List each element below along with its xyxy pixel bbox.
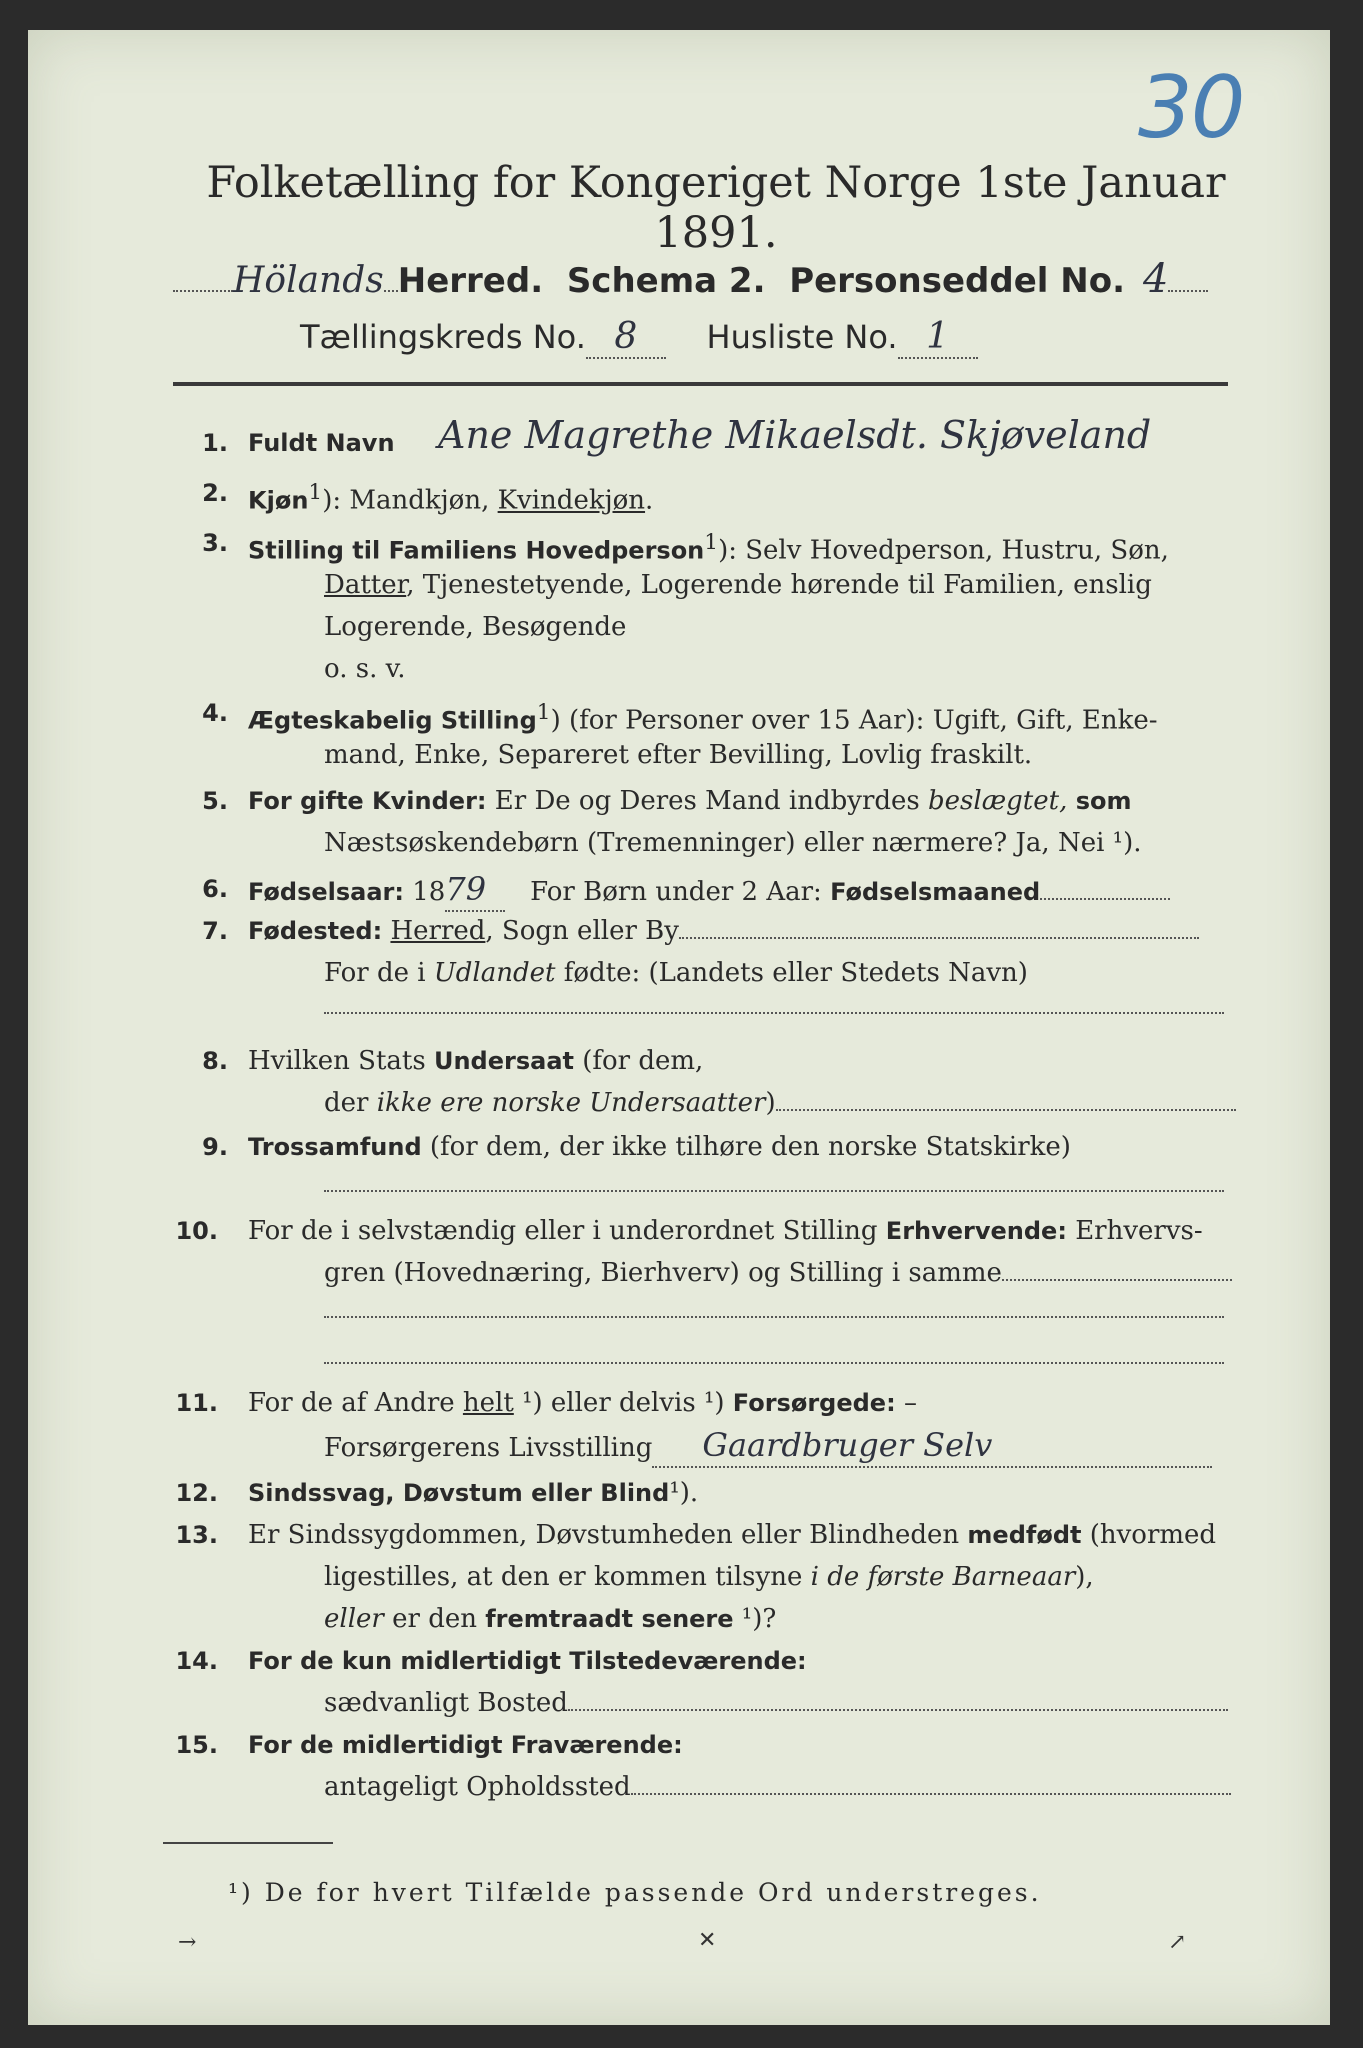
item-text: gren (Hovednæring, Bierhverv) og Stilling i samme	[324, 1258, 1002, 1288]
item-text: o. s. v.	[324, 654, 406, 684]
underlined-choice: helt	[462, 1388, 514, 1418]
item-text: beslægtet,	[928, 786, 1068, 816]
provider-occupation-value: Gaardbruger Selv	[652, 1424, 1212, 1468]
item-text: ): Mandkjøn,	[322, 485, 498, 516]
header-line-kreds	[300, 316, 978, 359]
underlined-choice: Datter	[324, 570, 407, 600]
item-number: 6.	[202, 875, 228, 903]
item-text: ): Selv Hovedperson, Hustru, Søn,	[718, 535, 1169, 566]
footnote: ¹) De for hvert Tilfælde passende Ord understreges.	[228, 1878, 1042, 1907]
personseddel-label: Personseddel No.	[789, 261, 1125, 301]
form-title: Folketælling for Kongeriget Norge 1ste Januar 1891.	[206, 158, 1226, 258]
underlined-choice: Kvindekjøn	[497, 485, 646, 516]
item-text: , Tjenestetyende, Logerende hørende til Familien, enslig	[406, 570, 1152, 600]
item-number: 8.	[202, 1047, 228, 1075]
item-text: fremtraadt senere	[485, 1605, 734, 1633]
item-number: 1.	[202, 429, 228, 457]
kreds-label: Tællingskreds No.	[300, 318, 586, 356]
item-label: Ægteskabelig Stilling	[248, 706, 537, 735]
item-text: Erhvervs-	[1066, 1216, 1203, 1246]
item-text: Forsørgede:	[732, 1389, 896, 1417]
item-text: Er De og Deres Mand indbyrdes	[494, 786, 929, 816]
item-text: ¹)?	[733, 1604, 777, 1634]
item-text: Undersaat	[433, 1047, 574, 1075]
item-text: ikke ere norske Undersaatter	[376, 1088, 766, 1118]
item-number: 12.	[175, 1479, 218, 1507]
item-text: ),	[1075, 1562, 1094, 1592]
husliste-number: 1	[898, 316, 978, 359]
item-label: Fuldt Navn	[248, 429, 395, 457]
item-number: 9.	[202, 1133, 228, 1161]
header-line-herred	[173, 256, 1208, 302]
item-text: For de i	[324, 958, 434, 988]
husliste-label: Husliste No.	[706, 318, 898, 356]
item-text: Logerende, Besøgende	[324, 612, 627, 642]
item-text: i de første Barneaar	[810, 1562, 1076, 1592]
item-label: Fødselsaar:	[248, 878, 404, 906]
item-text: som	[1067, 787, 1132, 815]
herred-handwritten: Hölands	[233, 260, 384, 301]
item-text: er den	[383, 1604, 486, 1634]
underlined-choice: Herred	[390, 916, 486, 946]
item-number: 4.	[202, 699, 228, 727]
item-text: For de af Andre	[248, 1388, 463, 1418]
item-text: )	[765, 1088, 776, 1118]
item-number: 2.	[202, 479, 228, 507]
item-text: (for dem,	[573, 1046, 704, 1076]
item-text: , Sogn eller By	[485, 916, 679, 946]
item-number: 10.	[175, 1217, 218, 1245]
item-text: Fødselsmaaned	[830, 878, 1041, 906]
blank-line	[324, 1188, 1224, 1192]
item-label: Fødested:	[248, 917, 383, 945]
item-text: sædvanligt Bosted	[324, 1688, 568, 1718]
birth-year-value: 79	[445, 868, 505, 912]
item-text: For Børn under 2 Aar:	[530, 877, 822, 907]
item-text: ) (for Personer over 15 Aar): Ugift, Gift, Enke-	[550, 705, 1158, 736]
blank-line	[324, 1010, 1224, 1014]
item-label: For gifte Kvinder:	[248, 787, 487, 815]
stray-mark: ✕	[698, 1928, 717, 1953]
item-number: 14.	[175, 1647, 218, 1675]
full-name-value: Ane Magrethe Mikaelsdt. Skjøveland	[438, 413, 1152, 457]
kreds-number: 8	[586, 316, 666, 359]
footnote-rule	[163, 1842, 333, 1844]
item-text: (for dem, der ikke tilhøre den norske Statskirke)	[421, 1132, 1071, 1162]
item-text: mand, Enke, Separeret efter Bevilling, Lovlig fraskilt.	[324, 740, 1033, 770]
item-number: 13.	[175, 1521, 218, 1549]
item-text: For de i selvstændig eller i underordnet Stilling	[248, 1216, 886, 1246]
blank-line	[324, 1314, 1224, 1318]
personseddel-number: 4	[1143, 256, 1169, 302]
item-text: Forsørgerens Livsstilling	[324, 1433, 653, 1463]
blank-line	[324, 1360, 1224, 1364]
footnote-ref: 1	[308, 480, 323, 505]
item-number: 7.	[202, 917, 228, 945]
census-form-page	[28, 30, 1330, 2025]
item-text: Udlandet	[433, 958, 556, 988]
item-text: .	[645, 485, 654, 516]
item-text: ligestilles, at den er kommen tilsyne	[324, 1562, 811, 1592]
item-text: Er Sindssygdommen, Døvstumheden eller Blindheden	[248, 1520, 968, 1550]
schema-label: Schema 2.	[566, 261, 766, 301]
item-label: Stilling til Familiens Hovedperson	[248, 536, 705, 565]
item-label: Kjøn	[248, 486, 309, 515]
page-number: 30	[1138, 58, 1244, 158]
item-label: Sindssvag, Døvstum eller Blind	[248, 1479, 670, 1507]
item-text: ¹).	[669, 1478, 699, 1508]
footnote-ref: 1	[704, 530, 719, 555]
item-label: For de midlertidigt Fraværende:	[248, 1731, 683, 1759]
herred-label: Herred.	[397, 261, 544, 301]
item-label: Trossamfund	[248, 1133, 422, 1161]
item-text: Næstsøskendebørn (Tremenninger) eller nærmere? Ja, Nei ¹).	[324, 828, 1142, 858]
item-label: For de kun midlertidigt Tilstedeværende:	[248, 1647, 807, 1675]
item-text: –	[903, 1388, 917, 1418]
header-rule	[173, 382, 1228, 386]
item-text: ¹) eller delvis ¹)	[513, 1388, 733, 1418]
item-text: (hvormed	[1081, 1520, 1217, 1550]
stray-mark: ↗	[1168, 1930, 1187, 1955]
item-text: fødte: (Landets eller Stedets Navn)	[555, 958, 1028, 988]
item-text: Hvilken Stats	[248, 1046, 434, 1076]
item-text: Erhvervende:	[885, 1217, 1067, 1245]
item-number: 15.	[175, 1731, 218, 1759]
item-number: 3.	[202, 529, 228, 557]
item-text: der	[324, 1088, 377, 1118]
footnote-ref: 1	[536, 700, 551, 725]
item-number: 11.	[175, 1389, 218, 1417]
item-text: antageligt Opholdssted	[324, 1772, 631, 1802]
stray-mark: →	[178, 1930, 197, 1955]
item-text: eller	[324, 1604, 384, 1634]
item-text: medfødt	[967, 1521, 1082, 1549]
year-prefix: 18	[412, 877, 446, 907]
item-number: 5.	[202, 787, 228, 815]
